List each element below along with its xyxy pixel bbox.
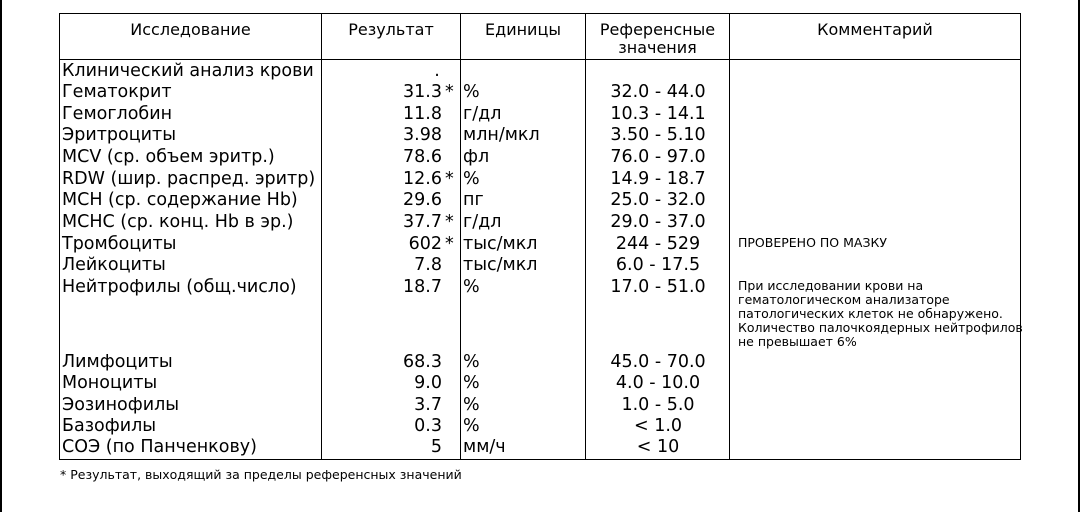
test-name: Гемоглобин [62, 104, 173, 124]
test-result: 68.3 [403, 352, 442, 372]
test-result: 78.6 [403, 147, 442, 167]
test-reference: 4.0 - 10.0 [615, 373, 701, 393]
header-result: Результат [348, 20, 434, 39]
test-reference: 244 - 529 [615, 234, 701, 254]
section-result: . [434, 61, 440, 81]
out-of-range-flag: * [445, 169, 454, 189]
table-bottom-border [59, 459, 1021, 460]
test-reference: 14.9 - 18.7 [610, 169, 706, 189]
test-name: MCH (ср. содержание Hb) [62, 190, 298, 210]
test-reference: < 1.0 [633, 416, 683, 436]
test-reference: < 10 [636, 437, 680, 457]
test-result: 12.6 [403, 169, 442, 189]
table-row [0, 254, 1080, 276]
test-unit: % [463, 82, 480, 102]
test-name: Гематокрит [62, 82, 172, 102]
footnote: * Результат, выходящий за пределы референсных значений [60, 467, 462, 482]
test-unit: % [463, 395, 480, 415]
test-unit: млн/мкл [463, 125, 540, 145]
test-name: MCV (ср. объем эритр.) [62, 147, 275, 167]
header-units: Единицы [485, 20, 561, 39]
test-unit: тыс/мкл [463, 234, 538, 254]
header-comment: Комментарий [817, 20, 933, 39]
table-row [0, 436, 1080, 458]
out-of-range-flag: * [445, 234, 454, 254]
test-unit: % [463, 352, 480, 372]
header-test: Исследование [130, 20, 251, 39]
test-name: СОЭ (по Панченкову) [62, 437, 257, 457]
test-name: RDW (шир. распред. эритр) [62, 169, 316, 189]
test-name: Тромбоциты [62, 234, 177, 254]
table-row [0, 81, 1080, 103]
test-unit: % [463, 373, 480, 393]
test-result: 11.8 [403, 104, 442, 124]
header-reference-line2: значения [618, 38, 697, 57]
test-reference: 29.0 - 37.0 [610, 212, 706, 232]
table-row [0, 415, 1080, 437]
table-row [0, 146, 1080, 168]
test-result: 37.7 [403, 212, 442, 232]
test-unit: мм/ч [463, 437, 506, 457]
test-name: MCHC (ср. конц. Hb в эр.) [62, 212, 294, 232]
test-reference: 32.0 - 44.0 [610, 82, 706, 102]
comment-platelets: ПРОВЕРЕНО ПО МАЗКУ [738, 235, 887, 250]
test-reference: 6.0 - 17.5 [615, 255, 701, 275]
test-result: 5 [430, 437, 442, 457]
header-reference-line1: Референсные [599, 20, 716, 39]
table-row [0, 394, 1080, 416]
test-unit: % [463, 169, 480, 189]
test-name: Нейтрофилы (общ.число) [62, 277, 297, 297]
test-result: 29.6 [403, 190, 442, 210]
table-row [0, 351, 1080, 373]
test-name: Эозинофилы [62, 395, 180, 415]
test-result: 31.3 [403, 82, 442, 102]
test-reference: 76.0 - 97.0 [610, 147, 706, 167]
test-result: 3.98 [403, 125, 442, 145]
test-name: Лейкоциты [62, 255, 166, 275]
test-reference: 1.0 - 5.0 [621, 395, 695, 415]
table-row [0, 211, 1080, 233]
test-reference: 17.0 - 51.0 [610, 277, 706, 297]
table-top-border [59, 13, 1021, 14]
test-name: Эритроциты [62, 125, 177, 145]
test-result: 18.7 [403, 277, 442, 297]
test-unit: г/дл [463, 104, 502, 124]
out-of-range-flag: * [445, 212, 454, 232]
test-unit: г/дл [463, 212, 502, 232]
test-unit: тыс/мкл [463, 255, 538, 275]
table-row [0, 124, 1080, 146]
test-unit: пг [463, 190, 484, 210]
table-row [0, 168, 1080, 190]
test-result: 602 [408, 234, 442, 254]
table-row [0, 189, 1080, 211]
section-row [0, 60, 1080, 82]
test-reference: 25.0 - 32.0 [610, 190, 706, 210]
section-title: Клинический анализ крови [62, 61, 314, 81]
comment-neutrophils: При исследовании крови на гематологическом анализаторе патологических клеток не обнаружено. Количество палочкоядерных нейтрофилов не превышает 6% [738, 278, 1023, 349]
test-name: Лимфоциты [62, 352, 173, 372]
test-name: Базофилы [62, 416, 157, 436]
test-unit: фл [463, 147, 490, 167]
test-result: 0.3 [414, 416, 442, 436]
test-reference: 45.0 - 70.0 [610, 352, 706, 372]
test-unit: % [463, 277, 480, 297]
test-result: 3.7 [414, 395, 442, 415]
test-name: Моноциты [62, 373, 158, 393]
test-unit: % [463, 416, 480, 436]
out-of-range-flag: * [445, 82, 454, 102]
test-result: 9.0 [414, 373, 442, 393]
table-row [0, 372, 1080, 394]
table-row [0, 103, 1080, 125]
test-result: 7.8 [414, 255, 442, 275]
test-reference: 10.3 - 14.1 [610, 104, 706, 124]
test-reference: 3.50 - 5.10 [610, 125, 706, 145]
